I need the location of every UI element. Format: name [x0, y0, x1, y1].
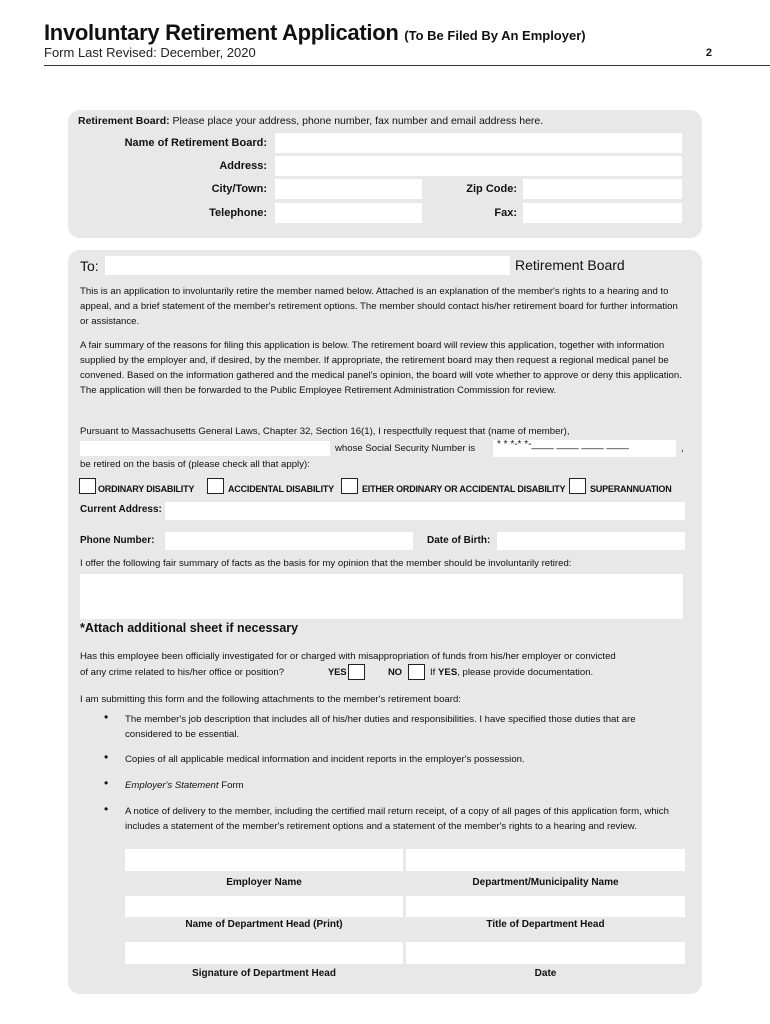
current-address-field[interactable] — [165, 502, 685, 520]
to-label: To: — [80, 258, 99, 274]
attachment-notice-delivery: A notice of delivery to the member, including the certified mail return receipt, of a copy of all pages of this application form, which includes a statement of the member's retirement options and a statement of the member's rights to a hearing and review. — [125, 806, 669, 832]
paragraph-application: This is an application to involuntarily retire the member named below. Attached is an explanation of the member's rights to a hearing and to appeal, and a brief statement of the member's retirement options. The member should contact his/her retirement board for further information or assistance. — [80, 286, 678, 327]
board-name-label: Name of Retirement Board: — [124, 137, 267, 149]
dept-head-signature-field[interactable] — [125, 942, 403, 964]
department-name-field[interactable] — [406, 849, 685, 871]
phone-number-label: Phone Number: — [80, 535, 155, 546]
board-telephone-label: Telephone: — [209, 207, 267, 219]
if-yes-post: , please provide documentation. — [457, 667, 594, 678]
paragraph-summary: A fair summary of the reasons for filing this application is below. The retirement board will review this application, together with information supplied by the employer and, if desired, by the member. If appropriate, the retirement board may then request a regional medical panel be convened. Based on the information gathered and the medical panel's opinion, the board will vote whether to approve or deny this application. The application will then be forwarded to the Public Employee Retirement Administration Commission for review. — [80, 340, 682, 396]
if-yes-pre: If — [430, 667, 436, 678]
bullet-3: • — [104, 776, 109, 790]
if-yes-bold: YES — [438, 667, 458, 678]
attachment-job-description: The member's job description that includes all of his/her duties and responsibilities. I have specified those duties that are considered to be essential. — [125, 714, 636, 740]
ordinary-disability-checkbox[interactable] — [79, 478, 96, 494]
investigation-question-2: of any crime related to his/her office or position? — [80, 667, 285, 678]
board-city-label: City/Town: — [211, 183, 267, 195]
employer-name-label: Employer Name — [226, 877, 302, 888]
investigation-question: Has this employee been officially investigated for or charged with misappropriation of funds from his/her employer or convicted — [80, 651, 616, 662]
ssn-comma: , — [681, 443, 684, 454]
superannuation-label: SUPERANNUATION — [590, 484, 672, 494]
submitting-text: I am submitting this form and the following attachments to the member's retirement board: — [80, 694, 461, 705]
pursuant-text: Pursuant to Massachusetts General Laws, Chapter 32, Section 16(1), I respectfully request that (name of member), — [80, 426, 570, 437]
current-address-label: Current Address: — [80, 504, 162, 515]
no-checkbox[interactable] — [408, 664, 425, 680]
dept-head-title-field[interactable] — [406, 896, 685, 917]
basis-text: be retired on the basis of (please check all that apply): — [80, 459, 310, 470]
form-revised-date: Form Last Revised: December, 2020 — [44, 45, 256, 60]
dept-head-name-label: Name of Department Head (Print) — [185, 919, 343, 930]
board-intro — [78, 114, 543, 129]
attach-sheet-note: *Attach additional sheet if necessary — [80, 621, 299, 635]
bullet-1: • — [104, 710, 109, 724]
yes-checkbox[interactable] — [348, 664, 365, 680]
attachment-employer-statement — [125, 778, 244, 793]
dept-head-name-field[interactable] — [125, 896, 403, 917]
fair-summary-field[interactable] — [80, 574, 683, 619]
employer-statement-italic: Employer's Statement — [125, 780, 219, 791]
ssn-label: whose Social Security Number is — [335, 443, 476, 454]
board-intro-bold: Retirement Board: — [78, 115, 170, 127]
date-of-birth-label: Date of Birth: — [427, 535, 491, 546]
bullet-2: • — [104, 750, 109, 764]
fair-summary-label: I offer the following fair summary of facts as the basis for my opinion that the member should be involuntarily retired: — [80, 558, 572, 569]
board-fax-label: Fax: — [494, 207, 517, 219]
either-disability-label: EITHER ORDINARY OR ACCIDENTAL DISABILITY — [362, 484, 566, 494]
yes-label: YES — [328, 667, 347, 678]
board-address-field[interactable] — [275, 156, 682, 176]
board-zip-field[interactable] — [523, 179, 682, 199]
signature-date-label: Date — [534, 968, 557, 979]
accidental-disability-checkbox[interactable] — [207, 478, 224, 494]
form-subtitle: (To Be Filed By An Employer) — [404, 28, 586, 43]
phone-number-field[interactable] — [165, 532, 413, 550]
form-title-main: Involuntary Retirement Application — [44, 20, 399, 45]
attachment-medical-info: Copies of all applicable medical information and incident reports in the employer's possession. — [125, 754, 525, 765]
board-zip-label: Zip Code: — [466, 183, 517, 195]
department-name-label: Department/Municipality Name — [472, 877, 619, 888]
bullet-4: • — [104, 802, 109, 816]
superannuation-checkbox[interactable] — [569, 478, 586, 494]
employer-name-field[interactable] — [125, 849, 403, 871]
ssn-value: * * *-* *-____ ____ ____ ____ — [497, 439, 629, 450]
board-city-field[interactable] — [275, 179, 422, 199]
if-yes-note — [430, 665, 593, 680]
dept-head-title-label: Title of Department Head — [486, 919, 605, 930]
board-telephone-field[interactable] — [275, 203, 422, 223]
board-name-field[interactable] — [275, 133, 682, 153]
date-of-birth-field[interactable] — [497, 532, 685, 550]
board-address-label: Address: — [219, 160, 267, 172]
employer-statement-form: Form — [221, 780, 244, 791]
dept-head-signature-label: Signature of Department Head — [192, 968, 336, 979]
either-disability-checkbox[interactable] — [341, 478, 358, 494]
page-number: 2 — [705, 47, 712, 59]
to-suffix: Retirement Board — [515, 257, 625, 273]
board-fax-field[interactable] — [523, 203, 682, 223]
form-title — [44, 20, 586, 46]
to-board-field[interactable] — [105, 256, 510, 275]
header-rule — [44, 65, 770, 66]
ordinary-disability-label: ORDINARY DISABILITY — [98, 484, 195, 494]
accidental-disability-label: ACCIDENTAL DISABILITY — [228, 484, 334, 494]
signature-date-field[interactable] — [406, 942, 685, 964]
member-name-field[interactable] — [80, 441, 330, 456]
no-label: NO — [388, 667, 402, 678]
board-intro-text: Please place your address, phone number, fax number and email address here. — [172, 115, 544, 127]
